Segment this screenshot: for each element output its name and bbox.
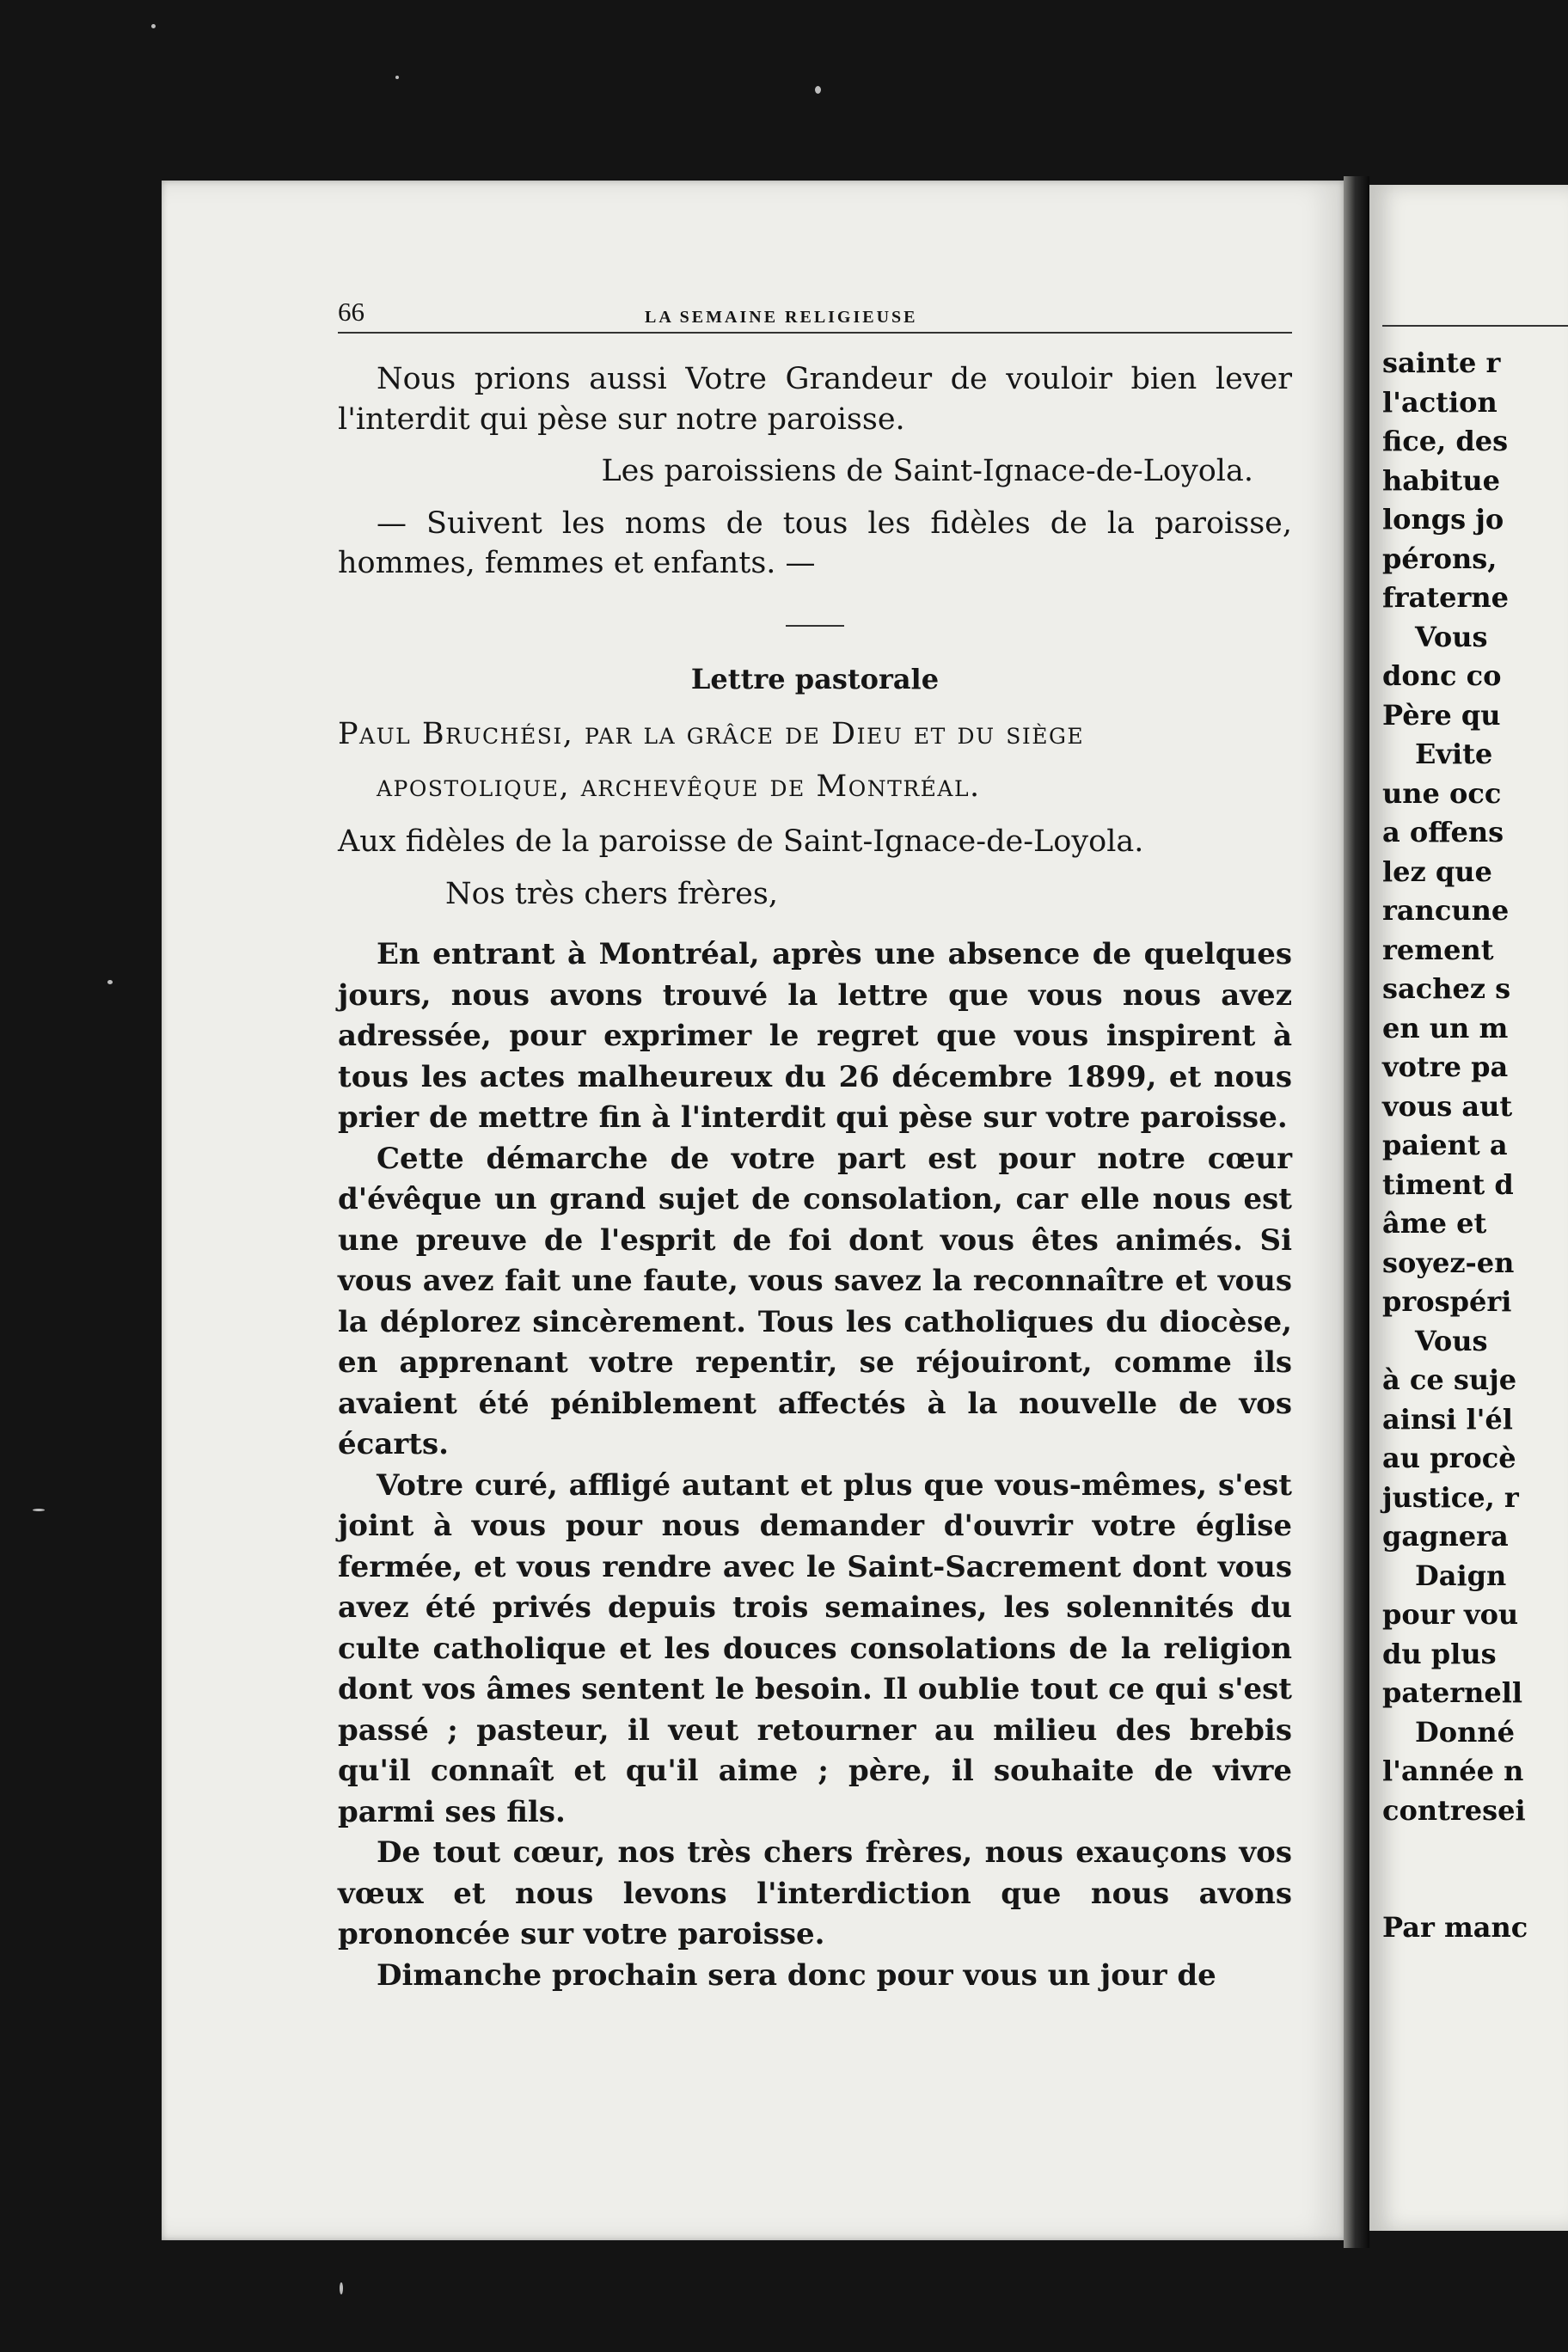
paragraph: Cette démarche de votre part est pour notre cœur d'évêque un grand sujet de consolation, car elle nous est une preuve de l'esprit de foi dont vous êtes animés. Si vous avez fait une faute, vous savez la reconnaître et vous la déplorez sincèrement. Tous les catholiques du diocèse, en apprenant votre repentir, se réjouiront, comme ils avaient été péniblement affectés à la nouvelle de vos écarts. (338, 1141, 1292, 1461)
right-page-line: une occ (1382, 776, 1502, 810)
author-line-1: Paul Bruchési, par la grâce de Dieu et du siège (338, 717, 1085, 751)
scan-speck (107, 980, 113, 984)
right-page-line: Vous (1415, 620, 1488, 653)
right-page-column (1382, 325, 1568, 1948)
right-page-lines (1382, 344, 1568, 1948)
right-page-line: du plus (1382, 1637, 1497, 1670)
left-page-content (338, 284, 1292, 1996)
right-page-line (1382, 1870, 1568, 1909)
author-line-2: apostolique, archevêque de Montréal. (377, 769, 981, 804)
letter-heading: Lettre pastorale (690, 662, 940, 695)
right-page-line: pour vou (1382, 1598, 1519, 1631)
right-page-line: fraterne (1382, 581, 1509, 614)
addressee: Aux fidèles de la paroisse de Saint-Ignace-de-Loyola. (338, 824, 1144, 859)
right-page-line: ainsi l'él (1382, 1402, 1513, 1436)
names-note: — Suivent les noms de tous les fidèles de la paroisse, hommes, femmes et enfants. — (338, 505, 1292, 580)
right-page-line: Père qu (1382, 698, 1501, 732)
right-page-line: paternell (1382, 1676, 1523, 1709)
petition-signature: Les paroissiens de Saint-Ignace-de-Loyola. (601, 454, 1253, 488)
right-page-line: votre pa (1382, 1050, 1509, 1083)
page-header (338, 284, 1292, 325)
right-page-line: l'année n (1382, 1755, 1524, 1787)
right-page-line: paient a (1382, 1129, 1508, 1161)
right-page-line: timent d (1382, 1167, 1514, 1201)
scan-speck (33, 1509, 45, 1511)
right-page-line: prospéri (1382, 1285, 1512, 1318)
scan-speck (340, 2282, 343, 2294)
right-page-line: Par manc (1382, 1911, 1528, 1944)
right-page-line: rancune (1382, 894, 1510, 927)
right-page-line: en un m (1382, 1011, 1509, 1044)
right-page-line: à ce suje (1382, 1363, 1517, 1396)
scan-speck (815, 86, 821, 94)
right-page-line: pérons, (1382, 542, 1498, 575)
right-page-line: vous aut (1382, 1089, 1513, 1123)
right-page-line: sachez s (1382, 972, 1511, 1005)
paragraph: Votre curé, affligé autant et plus que vous-mêmes, s'est joint à vous pour nous demander d'ouvrir votre église fermée, et vous rendre avec le Saint-Sacrement dont vous avez été privés depuis trois semaines, les solennités du culte catholique et les douces consolations de la religion dont vos âmes sentent le besoin. Il oublie tout ce qui s'est passé ; pasteur, il veut retourner au milieu des brebis qu'il connaît et qu'il aime ; père, il souhaite de vivre parmi ses fils. (338, 1467, 1292, 1829)
right-page-line: au procè (1382, 1442, 1516, 1474)
scan-speck (151, 24, 156, 28)
right-page-line: a offens (1382, 816, 1504, 848)
right-page-line: âme et (1382, 1207, 1487, 1240)
right-page-line: longs jo (1382, 503, 1504, 536)
right-page-line: donc co (1382, 659, 1502, 692)
book-gutter (1344, 176, 1369, 2248)
right-page (1369, 185, 1568, 2231)
right-page-line: Donné (1415, 1715, 1515, 1749)
right-page-line: Vous (1415, 1324, 1488, 1357)
right-page-line: justice, r (1382, 1480, 1519, 1514)
paragraph: Dimanche prochain sera donc pour vous un jour de (377, 1957, 1216, 1993)
right-page-line: Daign (1415, 1559, 1507, 1592)
left-page (162, 181, 1344, 2240)
right-page-line (1382, 1830, 1568, 1870)
scan-speck (395, 76, 399, 79)
right-page-line: habitue (1382, 463, 1500, 497)
right-page-line: contresei (1382, 1793, 1526, 1827)
right-page-line: sainte r (1382, 346, 1501, 379)
right-page-line: rement (1382, 933, 1494, 966)
right-page-line: fice, des (1382, 425, 1509, 457)
page-number: 66 (338, 297, 364, 327)
header-rule (1382, 325, 1568, 327)
right-page-line: gagnera (1382, 1520, 1509, 1553)
right-page-line: Evite (1415, 738, 1493, 770)
paragraph: En entrant à Montréal, après une absence de quelques jours, nous avons trouvé la lettre que vous nous avez adressée, pour exprimer le regret que vous inspirent à tous les actes malheureux du 26 décembre 1899, et nous prier de mettre fin à l'interdit qui pèse sur votre paroisse. (338, 937, 1292, 1135)
paragraph: De tout cœur, nos très chers frères, nous exauçons vos vœux et nous levons l'interdiction que nous avons prononcée sur votre paroisse. (338, 1835, 1292, 1951)
right-page-line: lez que (1382, 854, 1492, 888)
section-divider (786, 625, 844, 627)
right-page-line: soyez-en (1382, 1246, 1515, 1279)
running-head: LA SEMAINE RELIGIEUSE (645, 308, 918, 327)
petition-text: Nous prions aussi Votre Grandeur de vouloir bien lever l'interdit qui pèse sur notre paroisse. (338, 362, 1292, 437)
salutation: Nos très chers frères, (445, 876, 778, 911)
right-page-line: l'action (1382, 385, 1498, 419)
